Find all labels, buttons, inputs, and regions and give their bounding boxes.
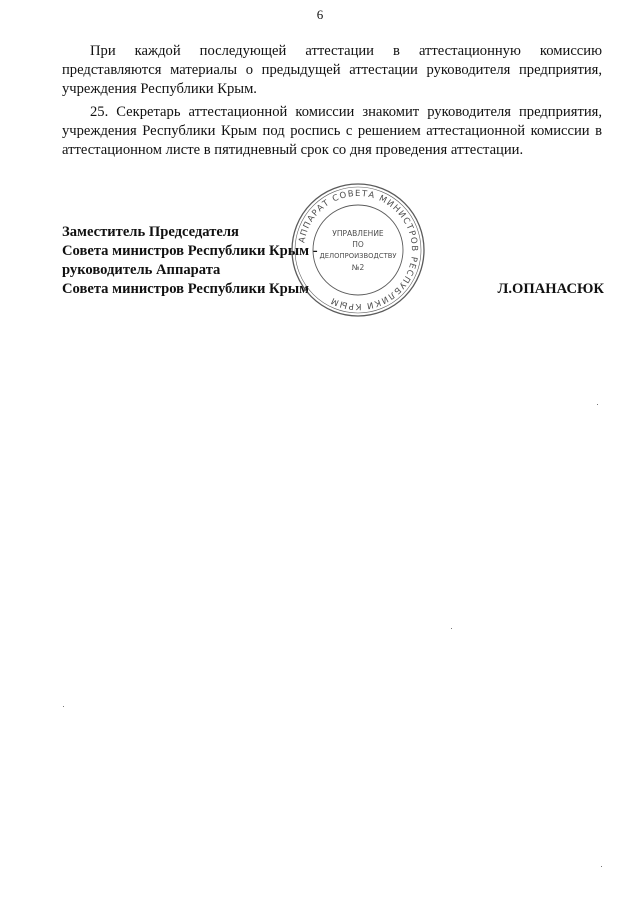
paragraph-attestation-materials: При каждой последующей аттестации в аттестационную комиссию представляются материалы о предыдущей аттестации руководителя предприятия, учреждения Республики Крым. [62, 43, 602, 97]
signatory-title-line: Совета министров Республики Крым [62, 281, 310, 297]
svg-text:АППАРАТ СОВЕТА МИНИСТРОВ РЕСПУ [297, 189, 419, 311]
scan-speck [597, 404, 598, 405]
stamp-inner-line: №2 [351, 263, 365, 272]
stamp-inner-line: УПРАВЛЕНИЕ [332, 229, 384, 238]
signatory-name: Л.ОПАНАСЮК [497, 281, 604, 297]
official-seal-stamp [288, 180, 428, 320]
paragraph-secretary-notice: 25. Секретарь аттестационной комиссии знакомит руководителя предприятия, учреждения Республики Крым под роспись с решением аттестационной комиссии в аттестационном листе в пятидневный срок со дня проведения аттестации. [62, 104, 602, 158]
signatory-title [62, 223, 318, 299]
scan-speck [63, 706, 64, 707]
signatory-title-line: руководитель Аппарата [62, 262, 221, 278]
page-number: 6 [316, 7, 324, 22]
signatory-title-line: Заместитель Председателя [62, 224, 239, 240]
scan-speck [451, 628, 452, 629]
stamp-inner-line: ДЕЛОПРОИЗВОДСТВУ [319, 252, 397, 260]
signatory-title-line: Совета министров Республики Крым - [62, 243, 318, 259]
stamp-outer-text: АППАРАТ СОВЕТА МИНИСТРОВ РЕСПУБЛИКИ КРЫМ [297, 188, 420, 312]
stamp-inner-line: ПО [352, 240, 364, 249]
scan-speck [601, 866, 602, 867]
